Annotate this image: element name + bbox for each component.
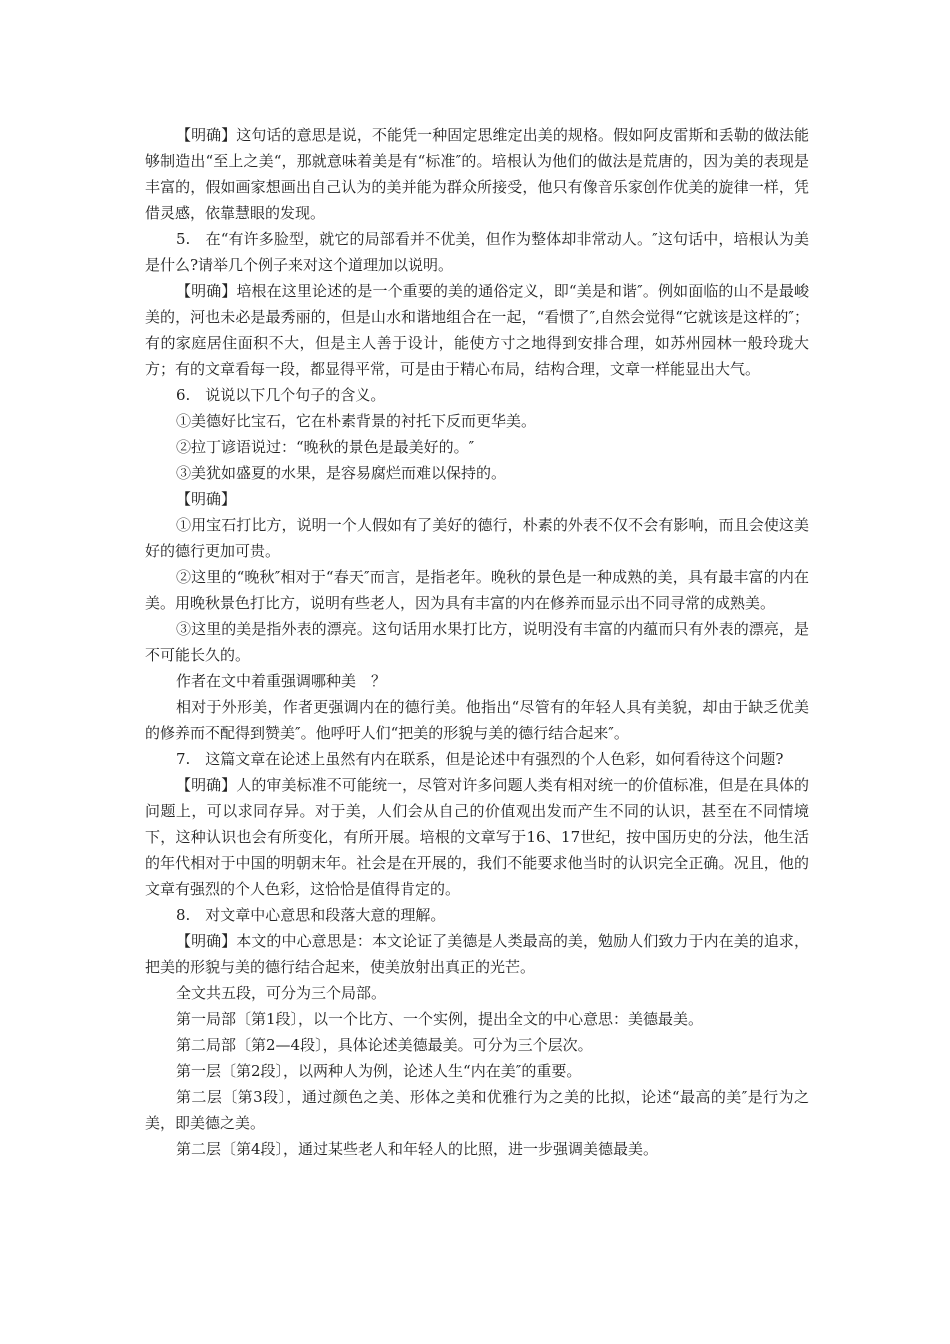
paragraph: 【明确】本文的中心意思是：本文论证了美德是人类最高的美，勉励人们致力于内在美的追求，把美的形貌与美的德行结合起来，使美放射出真正的光芒。: [145, 932, 809, 976]
paragraph: 【明确】培根在这里论述的是一个重要的美的通俗定义，即“美是和谐″。例如面临的山不是最峻美的，河也未必是最秀丽的，但是山水和谐地组合在一起，“看惯了″,自然会觉得“它就该是这样的″；有的家庭居住面积不大，但是主人善于设计，能使方寸之地得到安排合理，如苏州园林一般玲珑大方；有的文章看每一段，都显得平常，可是由于精心布局，结构合理，文章一样能显出大气。: [145, 282, 809, 378]
answer-item: ③这里的美是指外表的漂亮。这句话用水果打比方，说明没有丰富的内蕴而只有外表的漂亮，是不可能长久的。: [145, 620, 809, 664]
paragraph: 全文共五段，可分为三个局部。: [176, 984, 387, 1002]
question-7: 7. 这篇文章在论述上虽然有内在联系，但是论述中有强烈的个人色彩，如何看待这个问题?: [176, 750, 784, 768]
paragraph: 第二局部〔第2—4段〕，具体论述美德最美。可分为三个层次。: [176, 1036, 593, 1054]
document-body: [145, 122, 809, 1162]
paragraph: 【明确】这句话的意思是说，不能凭一种固定思维定出美的规格。假如阿皮雷斯和丢勒的做法能够制造出“至上之美“，那就意味着美是有“标准″的。培根认为他们的做法是荒唐的，因为美的表现是丰富的，假如画家想画出自己认为的美并能为群众所接受，他只有像音乐家创作优美的旋律一样，凭借灵感，依靠慧眼的发现。: [145, 126, 809, 222]
answer-item: ①用宝石打比方，说明一个人假如有了美好的德行，朴素的外表不仅不会有影响，而且会使这美好的德行更加可贵。: [145, 516, 809, 560]
question-8: 8. 对文章中心意思和段落大意的理解。: [176, 906, 446, 924]
question: 作者在文中着重强调哪种美 ？: [176, 672, 387, 690]
question-5: 5. 在“有许多脸型，就它的局部看并不优美，但作为整体却非常动人。″这句话中，培根认为美是什么?请举几个例子来对这个道理加以说明。: [145, 230, 809, 274]
sentence-item: ③美犹如盛夏的水果，是容易腐烂而难以保持的。: [176, 464, 507, 482]
paragraph: 第二层〔第4段〕，通过某些老人和年轻人的比照，进一步强调美德最美。: [176, 1140, 659, 1158]
sentence-item: ②拉丁谚语说过：“晚秋的景色是最美好的。″: [176, 438, 475, 456]
paragraph: 第一层〔第2段〕，以两种人为例，论述人生“内在美″的重要。: [176, 1062, 582, 1080]
paragraph: 【明确】人的审美标准不可能统一，尽管对许多问题人类有相对统一的价值标准，但是在具体的问题上，可以求同存异。对于美，人们会从自己的价值观出发而产生不同的认识，甚至在不同情境下，这种认识也会有所变化，有所开展。培根的文章写于16、17世纪，按中国历史的分法，他生活的年代相对于中国的明朝末年。社会是在开展的，我们不能要求他当时的认识完全正确。况且，他的文章有强烈的个人色彩，这恰恰是值得肯定的。: [145, 776, 809, 898]
paragraph: 第一局部〔第1段〕，以一个比方、一个实例，提出全文的中心意思：美德最美。: [176, 1010, 704, 1028]
paragraph: 第二层〔第3段〕，通过颜色之美、形体之美和优雅行为之美的比拟，论述“最高的美″是行为之美，即美德之美。: [145, 1088, 809, 1132]
paragraph: 相对于外形美，作者更强调内在的德行美。他指出“尽管有的年轻人具有美貌，却由于缺乏优美的修养而不配得到赞美″。他呼吁人们“把美的形貌与美的德行结合起来″。: [145, 698, 809, 742]
question-6: 6. 说说以下几个句子的含义。: [176, 386, 386, 404]
answer-heading: 【明确】: [176, 490, 237, 508]
sentence-item: ①美德好比宝石，它在朴素背景的衬托下反而更华美。: [176, 412, 537, 430]
answer-item: ②这里的“晚秋″相对于“春天″而言，是指老年。晚秋的景色是一种成熟的美，具有最丰富的内在美。用晚秋景色打比方，说明有些老人，因为具有丰富的内在修养而显示出不同寻常的成熟美。: [145, 568, 809, 612]
